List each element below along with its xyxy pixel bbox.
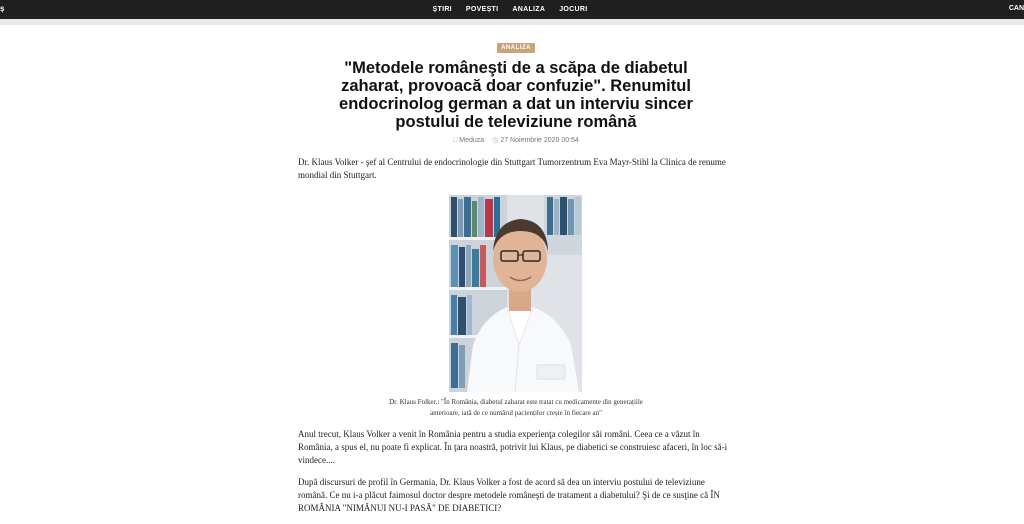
clock-icon: ◷ xyxy=(492,137,499,144)
nav-item-right-cut[interactable]: CAN xyxy=(1008,5,1024,12)
photo-caption xyxy=(298,397,734,419)
site-logo-fragment[interactable]: ș xyxy=(0,4,5,13)
doctor-photo xyxy=(449,195,582,392)
user-icon: □ xyxy=(453,137,458,144)
top-navigation-bar xyxy=(0,0,1024,19)
nav-item-stiri[interactable]: ȘTIRI xyxy=(432,6,452,13)
publish-date: 27 Noiembrie 2020 00:54 xyxy=(500,137,579,144)
main-nav xyxy=(0,0,1024,19)
category-badge[interactable]: ANALIZA xyxy=(497,43,535,53)
nav-item-analiza[interactable]: ANALIZA xyxy=(512,6,546,13)
caption-line-1: Dr. Klaus Folker.: "În România, diabetul zaharat este tratat cu medicamente din generațiile xyxy=(389,398,643,406)
article-meta xyxy=(298,136,734,144)
article-lead: Dr. Klaus Volker - şef al Centrului de endocrinologie din Stuttgart Tumorzentrum Eva Mayr-Stihl la Clinica de renume mondial din Stuttgart. xyxy=(298,157,726,180)
caption-line-2: anterioare, iată de ce numărul pacienților crește în fiecare an" xyxy=(430,409,602,417)
doctor-photo-illustration xyxy=(449,195,582,392)
article-paragraph-1: Anul trecut, Klaus Volker a venit în România pentru a studia experienţa colegilor săi români. Ceea ce a văzut în România, a spus el, nu poate fi explicat. În ţara noastră, potrivit lui Klaus, pe diabetici se construiesc afaceri, în loc să-i vindece.... xyxy=(298,429,728,465)
sub-header-strip xyxy=(0,19,1024,25)
article xyxy=(298,36,734,524)
article-paragraph-2: După discursuri de profil în Germania, Dr. Klaus Volker a fost de acord să dea un interviu postului de televiziune română. Ce nu i-a plăcut faimosul doctor despre metodele româneşti de tratament a diabetului? Şi de ce susţine că ÎN ROMÂNIA "NIMĂNUI NU-I PASĂ" DE DIABETICI? xyxy=(298,477,720,513)
article-title: "Metodele româneşti de a scăpa de diabetul zaharat, provoacă doar confuzie". Renumitul endocrinolog german a dat un interviu sincer postului de televiziune română xyxy=(339,59,693,131)
author-name[interactable]: Meduza xyxy=(459,137,485,144)
nav-item-jocuri[interactable]: JOCURI xyxy=(559,6,588,13)
nav-item-povesti[interactable]: POVEȘTI xyxy=(465,6,499,13)
